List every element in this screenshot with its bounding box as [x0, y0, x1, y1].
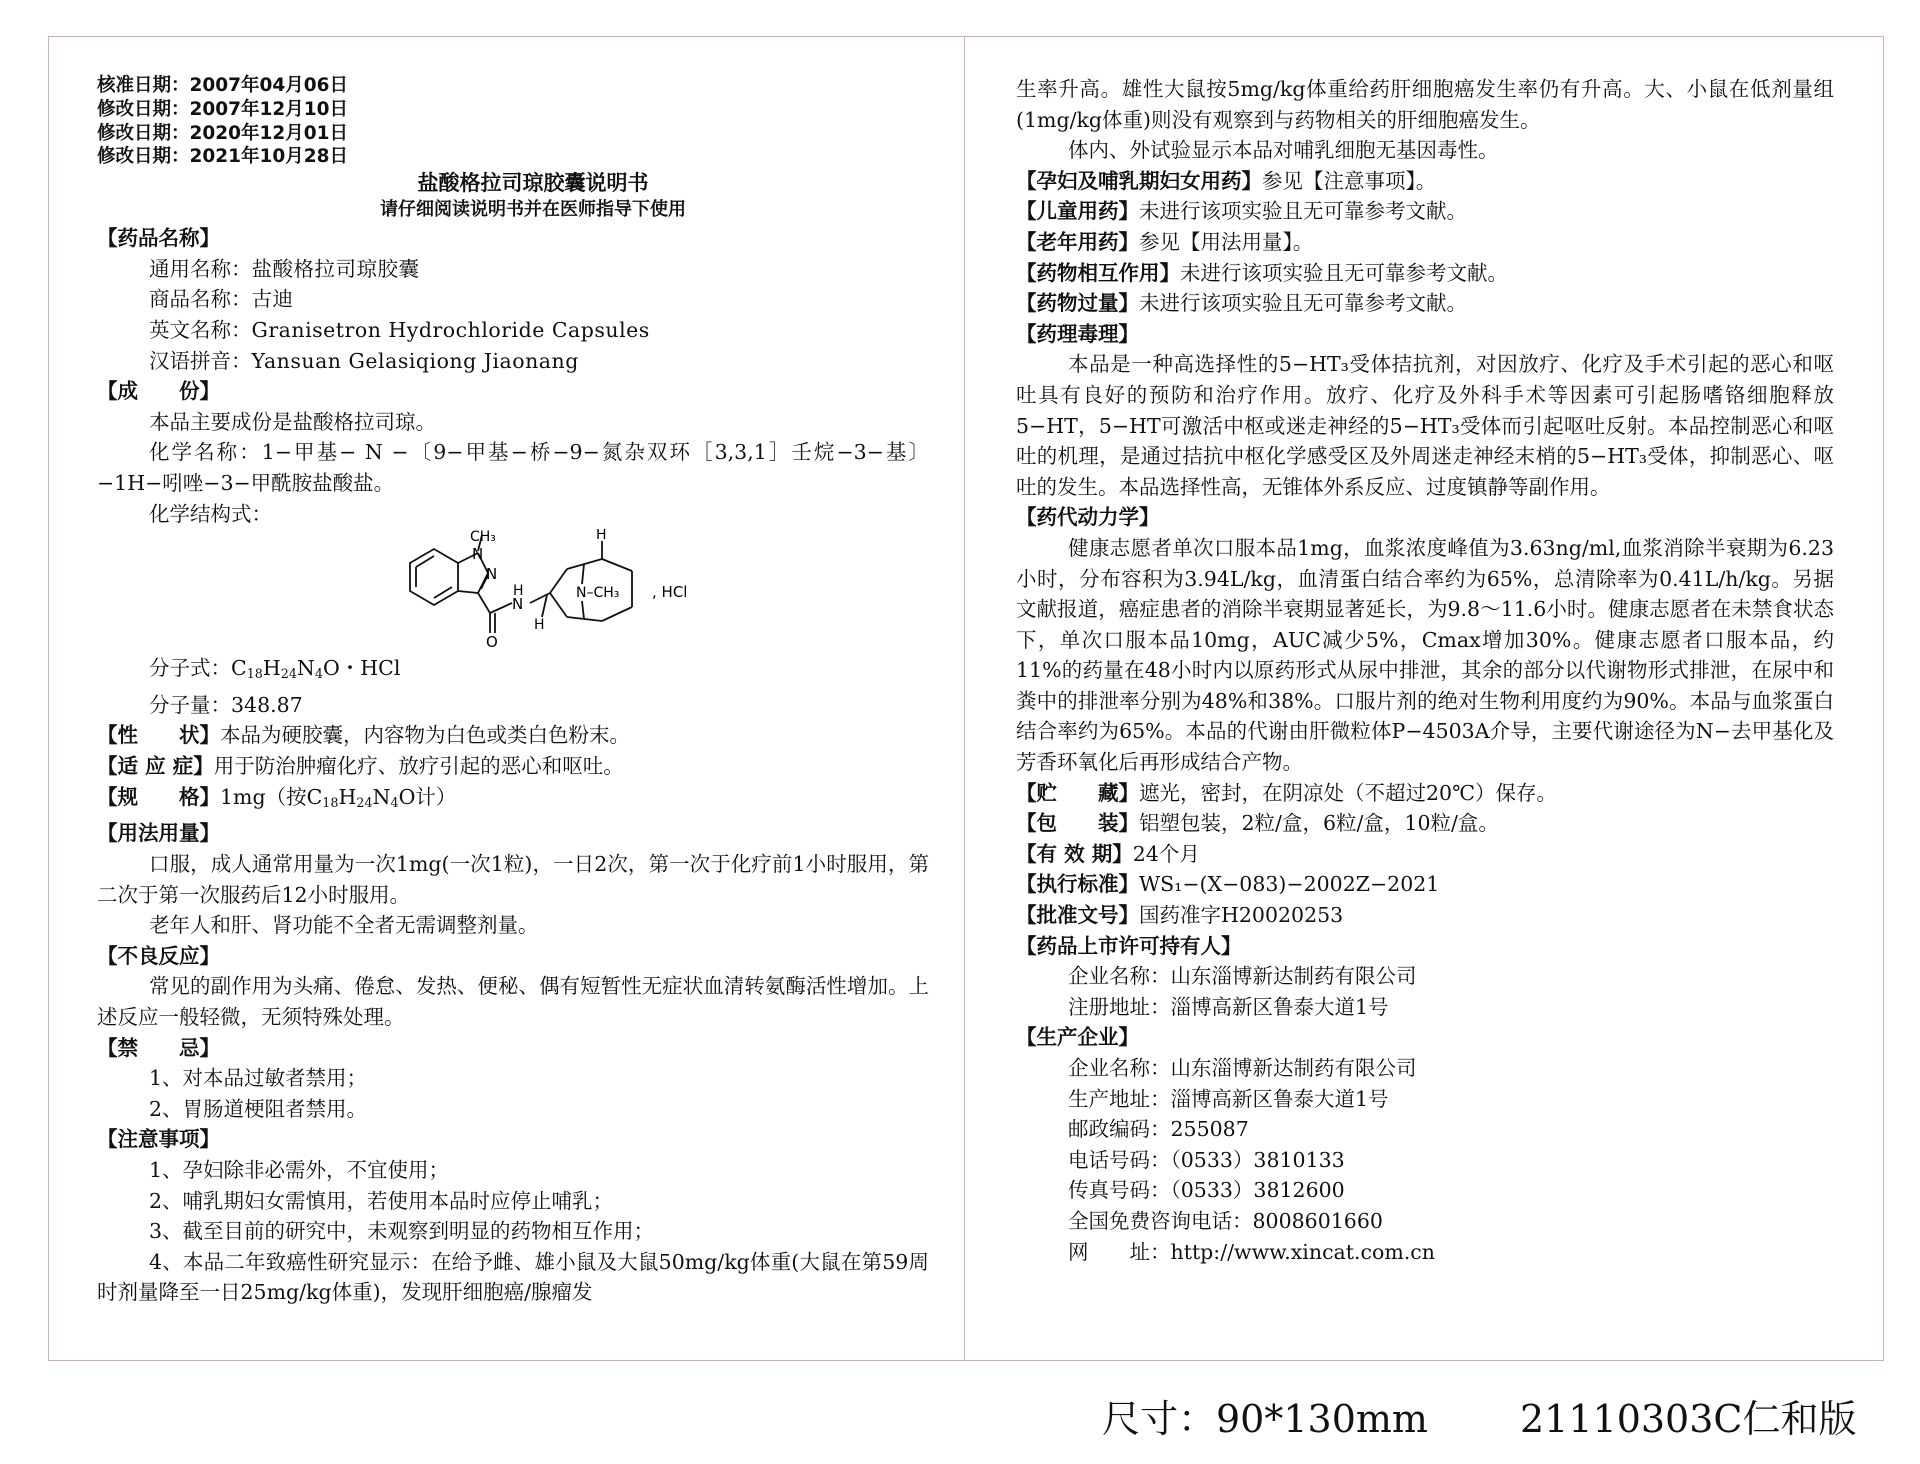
section-package [1016, 808, 1834, 839]
spec-part: 1mg（按C [220, 784, 323, 809]
section-text: 本品为硬胶囊，内容物为白色或类白色粉末。 [220, 723, 630, 748]
caution-item: 1、孕妇除非必需外，不宜使用； [149, 1157, 450, 1182]
field-value: 古迪 [251, 287, 294, 312]
spec-part: H [338, 784, 357, 809]
section-interaction [1016, 258, 1834, 289]
amide-h: H [513, 583, 524, 600]
formula-sub: 18 [246, 666, 263, 682]
structure-diagram [362, 529, 762, 653]
field-value: 盐酸格拉司琼胶囊 [251, 256, 420, 281]
field-label: 英文名称： [149, 317, 252, 342]
section-standard [1016, 869, 1834, 900]
section-heading-manufacturer: 【生产企业】 [1016, 1025, 1139, 1050]
section-label: 【性 状】 [97, 723, 220, 748]
section-label: 【药物相互作用】 [1016, 260, 1180, 285]
section-text: 遮光，密封，在阴凉处（不超过20℃）保存。 [1139, 780, 1558, 805]
section-text: 24个月 [1132, 841, 1200, 866]
section-text: 未进行该项实验且无可靠参考文献。 [1139, 199, 1467, 224]
section-overdose [1016, 288, 1834, 319]
composition-main: 本品主要成份是盐酸格拉司琼。 [149, 409, 436, 434]
section-heading-pharmacokinetics: 【药代动力学】 [1016, 505, 1160, 530]
n-methyl-label: N–CH₃ [576, 585, 620, 602]
formula-part: C [231, 656, 247, 681]
section-spec [97, 782, 929, 819]
trade-name [97, 284, 929, 315]
section-text: 未进行该项实验且无可靠参考文献。 [1180, 260, 1508, 285]
right-column [1016, 74, 1834, 1267]
contra-item: 2、胃肠道梗阻者禁用。 [149, 1096, 368, 1121]
holder-address: 注册地址：淄博高新区鲁泰大道1号 [1068, 994, 1389, 1019]
section-heading-cautions: 【注意事项】 [97, 1127, 220, 1152]
manufacturer-postcode: 邮政编码：255087 [1068, 1117, 1249, 1142]
field-label: 商品名称： [149, 287, 252, 312]
formula-sub: 4 [314, 666, 323, 682]
section-heading-pharmacology: 【药理毒理】 [1016, 321, 1139, 346]
section-label: 【贮 藏】 [1016, 780, 1139, 805]
spec-part: N [372, 784, 391, 809]
pharmacology-text: 本品是一种高选择性的5−HT₃受体拮抗剂，对因放疗、化疗及手术引起的恶心和呕吐具有良好的预防和治疗作用。放疗、化疗及外科手术等因素可引起肠嗜铬细胞释放5−HT，5−HT可激活中枢或迷走神经的5−HT₃受体而引起呕吐反射。本品控制恶心和呕吐的机理，是通过拮抗中枢化学感受区及外周迷走神经末梢的5−HT₃受体，抑制恶心、呕吐的发生。本品选择性高，无锥体外系反应、过度镇静等副作用。 [1016, 352, 1834, 499]
spec-part: O计） [398, 784, 457, 809]
manufacturer-phone: 电话号码：（0533）3810133 [1068, 1147, 1345, 1172]
genotoxicity-text: 体内、外试验显示本品对哺乳细胞无基因毒性。 [1068, 138, 1499, 163]
structure-label: 化学结构式： [149, 501, 272, 526]
formula-sub: 24 [280, 666, 297, 682]
english-name [97, 315, 929, 346]
usage-elderly: 老年人和肝、肾功能不全者无需调整剂量。 [149, 913, 539, 938]
manufacturer-address: 生产地址：淄博高新区鲁泰大道1号 [1068, 1086, 1389, 1111]
section-character [97, 720, 929, 751]
section-label: 【药物过量】 [1016, 291, 1139, 316]
section-label: 【老年用药】 [1016, 229, 1139, 254]
revision-dates [97, 74, 929, 169]
carbonyl-o: O [486, 633, 498, 652]
contra-item: 1、对本品过敏者禁用； [149, 1066, 368, 1091]
left-column [97, 74, 929, 1308]
field-value: Yansuan Gelasiqiong Jiaonang [251, 348, 579, 373]
document-title: 盐酸格拉司琼胶囊说明书 [417, 171, 649, 196]
section-label: 【适 应 症】 [97, 754, 214, 779]
revision-date: 修改日期：2007年12月10日 [97, 98, 348, 120]
section-heading-adverse: 【不良反应】 [97, 943, 220, 968]
manufacturer-website: 网 址：http://www.xincat.com.cn [1068, 1239, 1435, 1264]
section-pregnancy [1016, 166, 1834, 197]
methyl-label: CH₃ [470, 529, 496, 546]
section-text: 未进行该项实验且无可靠参考文献。 [1139, 291, 1467, 316]
adverse-text: 常见的副作用为头痛、倦怠、发热、便秘、偶有短暂性无症状血清转氨酶活性增加。上述反应一般轻微，无须特殊处理。 [97, 974, 929, 1029]
approval-date: 核准日期：2007年04月06日 [97, 75, 348, 96]
pinyin-name [97, 346, 929, 377]
document-subtitle: 请仔细阅读说明书并在医师指导下使用 [380, 199, 686, 221]
spec-sub: 4 [390, 794, 399, 810]
atom-n2: N [486, 565, 498, 584]
section-label: 【包 装】 [1016, 811, 1139, 836]
molecular-formula [97, 653, 929, 690]
molecular-weight: 分子量：348.87 [149, 692, 303, 717]
section-approval [1016, 900, 1834, 931]
section-children [1016, 196, 1834, 227]
manufacturer-fax: 传真号码：（0533）3812600 [1068, 1178, 1345, 1203]
caution-item: 2、哺乳期妇女需慎用，若使用本品时应停止哺乳； [149, 1188, 614, 1213]
holder-company: 企业名称：山东淄博新达制药有限公司 [1068, 964, 1417, 989]
section-label: 【儿童用药】 [1016, 199, 1139, 224]
manufacturer-company: 企业名称：山东淄博新达制药有限公司 [1068, 1056, 1417, 1080]
section-heading-composition: 【成 份】 [97, 379, 220, 404]
formula-part: O・HCl [322, 656, 401, 681]
formula-part: N [296, 656, 315, 681]
section-label: 【孕妇及哺乳期妇女用药】 [1016, 168, 1262, 193]
spec-sub: 24 [356, 794, 373, 810]
pharmacokinetics-text: 健康志愿者单次口服本品1mg，血浆浓度峰值为3.63ng/ml,血浆消除半衰期为6.23小时，分布容积为3.94L/kg，血清蛋白结合率约为65%，总清除率为0.41L/h/kg。另据文献报道，癌症患者的消除半衰期显著延长，为9.8～11.6小时。健康志愿者在未禁食状态下，单次口服本品10mg，AUC减少5%，Cmax增加30%。健康志愿者口服本品，约11%的药量在48小时内以原药形式从尿中排泄，其余的部分以代谢物形式排泄，在尿中和粪中的排泄率分别为48%和38%。口服片剂的绝对生物利用度约为90%。本品与血浆蛋白结合率约为65%。本品的代谢由肝微粒体P−4503A介导，主要代谢途径为N−去甲基化及芳香环氧化后再形成结合产物。 [1016, 535, 1834, 775]
bridge-h-top: H [596, 529, 607, 544]
page-divider [964, 36, 965, 1361]
hcl-label: , HCl [652, 583, 688, 602]
section-label: 【执行标准】 [1016, 872, 1139, 897]
version-note: 21110303C仁和版 [1520, 1397, 1857, 1441]
section-label: 【批准文号】 [1016, 903, 1139, 928]
section-heading-drug-name: 【药品名称】 [97, 226, 220, 251]
section-heading-usage: 【用法用量】 [97, 821, 220, 846]
section-text: 用于防治肿瘤化疗、放疗引起的恶心和呕吐。 [213, 754, 624, 779]
chemical-structure [97, 529, 929, 653]
section-storage [1016, 778, 1834, 809]
atom-n1: N [472, 545, 484, 564]
section-text: 铝塑包装，2粒/盒，6粒/盒，10粒/盒。 [1139, 811, 1499, 836]
size-note: 尺寸：90*130mm [1102, 1397, 1428, 1441]
generic-name [97, 254, 929, 285]
amide-n: N [512, 595, 524, 614]
field-value: Granisetron Hydrochloride Capsules [251, 317, 650, 342]
section-heading-contraindications: 【禁 忌】 [97, 1035, 220, 1060]
section-text: 参见【用法用量】。 [1139, 229, 1314, 254]
section-validity [1016, 839, 1834, 870]
caution-item: 3、截至目前的研究中，未观察到明显的药物相互作用； [149, 1219, 655, 1244]
spec-sub: 18 [322, 794, 339, 810]
section-text: WS₁−(X−083)−2002Z−2021 [1139, 872, 1440, 897]
revision-date: 修改日期：2020年12月01日 [97, 122, 348, 144]
formula-label: 分子式： [149, 656, 231, 681]
manufacturer-hotline: 全国免费咨询电话：8008601660 [1068, 1208, 1383, 1233]
caution-item: 4、本品二年致癌性研究显示：在给予雌、雄小鼠及大鼠50mg/kg体重(大鼠在第59周时剂量降至一日25mg/kg体重)，发现肝细胞癌/腺瘤发 [97, 1249, 929, 1305]
section-text: 国药准字H20020253 [1139, 903, 1344, 928]
revision-date: 修改日期：2021年10月28日 [97, 146, 348, 168]
section-text: 参见【注意事项】。 [1262, 168, 1437, 193]
section-heading-holder: 【药品上市许可持有人】 [1016, 933, 1242, 958]
section-label: 【有 效 期】 [1016, 841, 1133, 866]
section-elderly [1016, 227, 1834, 258]
formula-part: H [262, 656, 281, 681]
usage-text: 口服，成人通常用量为一次1mg(一次1粒)，一日2次，第一次于化疗前1小时服用，第二次于第一次服药后12小时服用。 [97, 852, 929, 907]
bridge-h-bottom: H [534, 617, 545, 634]
field-label: 汉语拼音： [149, 348, 252, 373]
section-label: 【规 格】 [97, 784, 220, 809]
carcinogenicity-continued: 生率升高。雄性大鼠按5mg/kg体重给药肝细胞癌发生率仍有升高。大、小鼠在低剂量组(1mg/kg体重)则没有观察到与药物相关的肝细胞癌发生。 [1016, 77, 1834, 132]
chemical-name: 化学名称：1−甲基− N −〔9−甲基−桥−9−氮杂双环［3,3,1］壬烷−3−基〕−1H−吲唑−3−甲酰胺盐酸盐。 [97, 440, 929, 495]
field-label: 通用名称： [149, 256, 252, 281]
section-indication [97, 751, 929, 782]
